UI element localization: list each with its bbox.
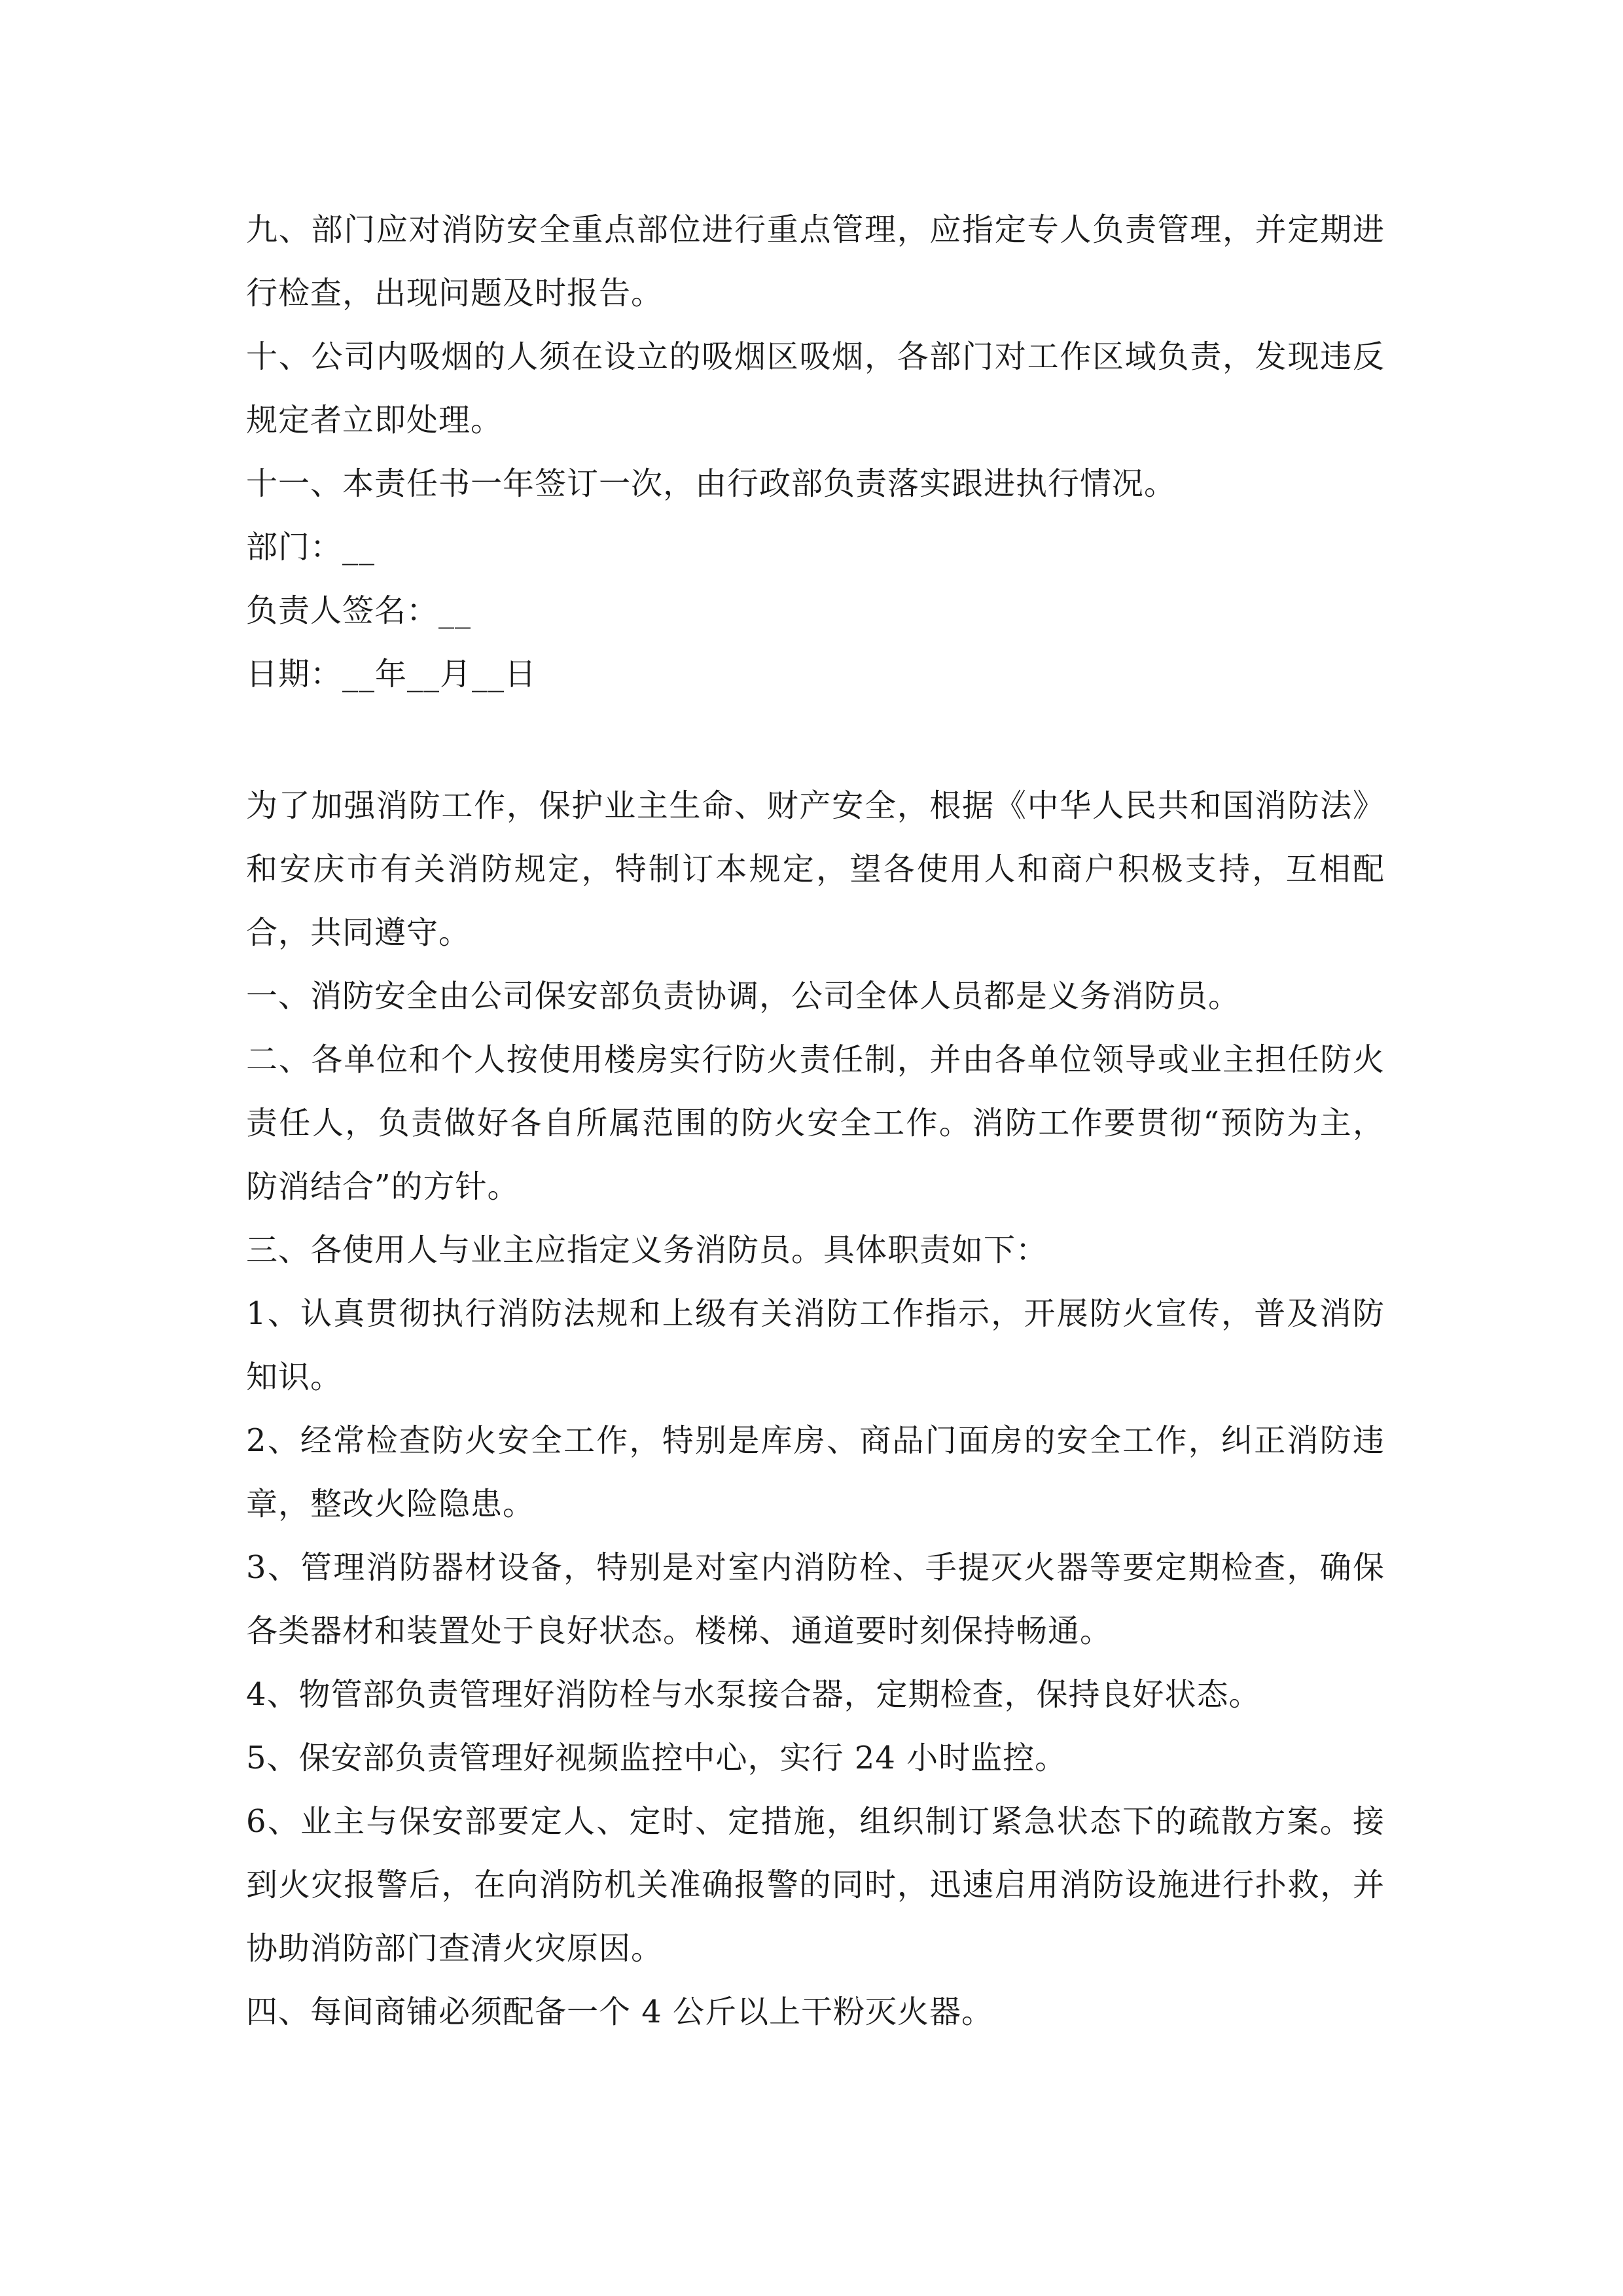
duty-5: 5、保安部负责管理好视频监控中心，实行 24 小时监控。 [246,1740,1067,1776]
regulation-item-3: 三、各使用人与业主应指定义务消防员。具体职责如下： [246,1232,1048,1268]
duty-4: 4、物管部负责管理好消防栓与水泵接合器，定期检查，保持良好状态。 [246,1676,1261,1713]
signature-line: 负责人签名：__ [246,592,472,629]
clause-11: 十一、本责任书一年签订一次，由行政部负责落实跟进执行情况。 [246,465,1177,502]
duty-2: 2、经常检查防火安全工作，特别是库房、商品门面房的安全工作，纠正消防违章，整改火险隐患。 [246,1422,1385,1522]
responsibility-clauses [246,198,1385,706]
regulation-item-2: 二、各单位和个人按使用楼房实行防火责任制，并由各单位领导或业主担任防火责任人，负责做好各自所属范围的防火安全工作。消防工作要贯彻“预防为主，防消结合”的方针。 [246,1041,1385,1205]
fire-safety-regulations [246,774,1385,2044]
date-line: 日期：__年__月__日 [246,656,537,692]
department-line: 部门：__ [246,529,376,565]
regulation-item-1: 一、消防安全由公司保安部负责协调，公司全体人员都是义务消防员。 [246,978,1241,1014]
duty-1: 1、认真贯彻执行消防法规和上级有关消防工作指示，开展防火宣传，普及消防知识。 [246,1295,1385,1395]
regulation-item-4: 四、每间商铺必须配备一个 4 公斤以上干粉灭火器。 [246,1994,994,2030]
regulation-intro: 为了加强消防工作，保护业主生命、财产安全，根据《中华人民共和国消防法》和安庆市有关消防规定，特制订本规定，望各使用人和商户积极支持，互相配合，共同遵守。 [246,787,1385,951]
duty-6: 6、业主与保安部要定人、定时、定措施，组织制订紧急状态下的疏散方案。接到火灾报警后，在向消防机关准确报警的同时，迅速启用消防设施进行扑救，并协助消防部门查清火灾原因。 [246,1803,1385,1967]
clause-10: 十、公司内吸烟的人须在设立的吸烟区吸烟，各部门对工作区域负责，发现违反规定者立即处理。 [246,338,1385,439]
clause-9: 九、部门应对消防安全重点部位进行重点管理，应指定专人负责管理，并定期进行检查，出现问题及时报告。 [246,211,1385,312]
duty-3: 3、管理消防器材设备，特别是对室内消防栓、手提灭火器等要定期检查，确保各类器材和装置处于良好状态。楼梯、通道要时刻保持畅通。 [246,1549,1385,1649]
